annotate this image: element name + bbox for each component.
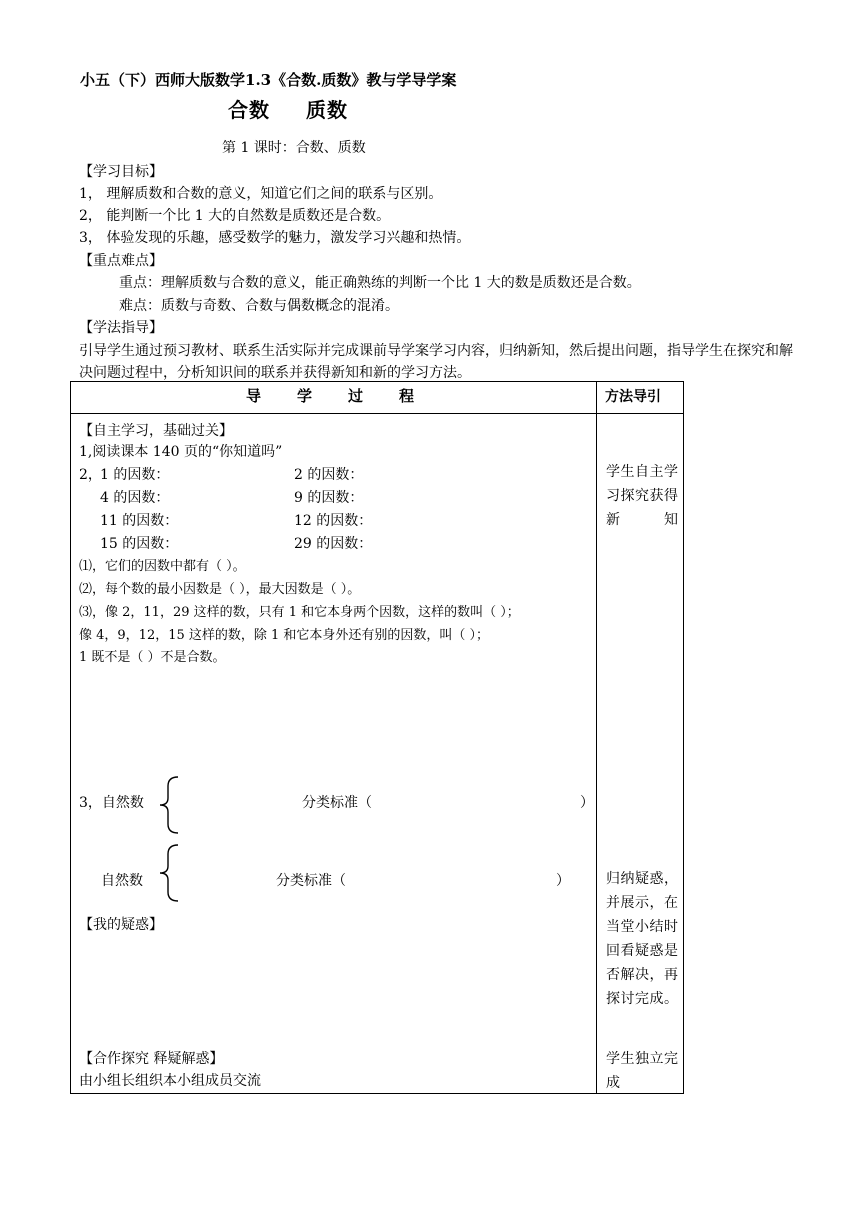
header-char: 程 — [399, 387, 415, 405]
natural-number-label: 自然数 — [101, 873, 143, 889]
factor-prompt: 2 的因数： — [294, 467, 364, 483]
classification-standard-2: 分类标准（ — [276, 873, 346, 889]
method-text: 引导学生通过预习教材、联系生活实际并完成课前导学案学习内容，归纳新知，然后提出问题，指导学生在探究和解决问题过程中，分析知识间的联系并获得新知和新的学习方法。 — [79, 343, 793, 381]
header-char: 过 — [348, 387, 364, 405]
classification-close-2: ） — [556, 873, 570, 889]
factor-prompt: 9 的因数： — [294, 490, 364, 506]
factor-prompt: 11 的因数： — [100, 513, 179, 529]
difficult-point: 难点：质数与奇数、合数与偶数概念的混淆。 — [119, 298, 399, 314]
question-1: 1,阅读课本 140 页的“你知道吗” — [79, 444, 283, 460]
classification-standard-1: 分类标准（ — [302, 795, 372, 811]
coop-text: 由小组长组织本小组成员交流 — [79, 1073, 261, 1089]
header-char: 导 — [246, 387, 262, 405]
objectives-heading: 【学习目标】 — [79, 164, 163, 180]
sub-question-3c: 1 既不是（ ）不是合数。 — [79, 650, 226, 665]
main-title-part-2: 质数 — [306, 98, 348, 122]
objective-item: 3， 体验发现的乐趣，感受数学的魅力，激发学习兴趣和热情。 — [79, 230, 471, 246]
objective-item: 1， 理解质数和合数的意义，知道它们之间的联系与区别。 — [79, 186, 443, 202]
method-heading: 【学法指导】 — [79, 320, 163, 336]
table-header-divider — [70, 413, 684, 414]
table-header-main — [246, 386, 450, 406]
question-2-label: 2， — [79, 467, 102, 483]
main-title — [228, 100, 348, 120]
sub-question-2: ⑵，每个数的最小因数是（ ），最大因数是（ ）。 — [79, 582, 361, 597]
factor-prompt: 4 的因数： — [100, 490, 170, 506]
objective-item: 2， 能判断一个比 1 大的自然数是质数还是合数。 — [79, 208, 391, 224]
table-header-side: 方法导引 — [605, 389, 661, 405]
main-title-part-1: 合数 — [228, 98, 270, 122]
factor-prompt: 1 的因数： — [100, 467, 170, 483]
header-char: 学 — [297, 387, 313, 405]
key-points-heading: 【重点难点】 — [79, 253, 163, 269]
coop-heading: 【合作探究 释疑解惑】 — [79, 1051, 224, 1067]
sub-question-3a: ⑶，像 2，11，29 这样的数，只有 1 和它本身两个因数，这样的数叫（ ）； — [79, 605, 520, 620]
classification-close-1: ） — [580, 795, 594, 811]
question-3-label: 3，自然数 — [79, 795, 144, 811]
brace-icon — [158, 844, 180, 902]
side-note-coop: 学生独立完成 — [606, 1051, 678, 1091]
document-title: 小五（下）西师大版数学1.3《合数.质数》教与学导学案 — [80, 71, 457, 89]
sub-question-3b: 像 4，9，12，15 这样的数，除 1 和它本身外还有别的因数，叫（ ）； — [79, 628, 490, 643]
brace-icon — [158, 776, 180, 834]
factor-prompt: 15 的因数： — [100, 536, 179, 552]
side-note-self-study: 学生自主学习探究获得新知 — [606, 464, 678, 528]
side-note-doubts: 归纳疑惑，并展示，在当堂小结时回看疑惑是否解决，再探讨完成。 — [606, 871, 678, 1007]
factor-prompt: 29 的因数： — [294, 536, 373, 552]
sub-question-1: ⑴，它们的因数中都有（ ）。 — [79, 559, 246, 574]
lesson-subtitle: 第 1 课时：合数、质数 — [222, 140, 366, 156]
doubts-heading: 【我的疑惑】 — [79, 917, 163, 933]
factor-prompt: 12 的因数： — [294, 513, 373, 529]
key-point: 重点：理解质数与合数的意义，能正确熟练的判断一个比 1 大的数是质数还是合数。 — [119, 275, 641, 291]
table-column-divider — [596, 381, 597, 1094]
self-study-heading: 【自主学习，基础过关】 — [79, 423, 233, 439]
